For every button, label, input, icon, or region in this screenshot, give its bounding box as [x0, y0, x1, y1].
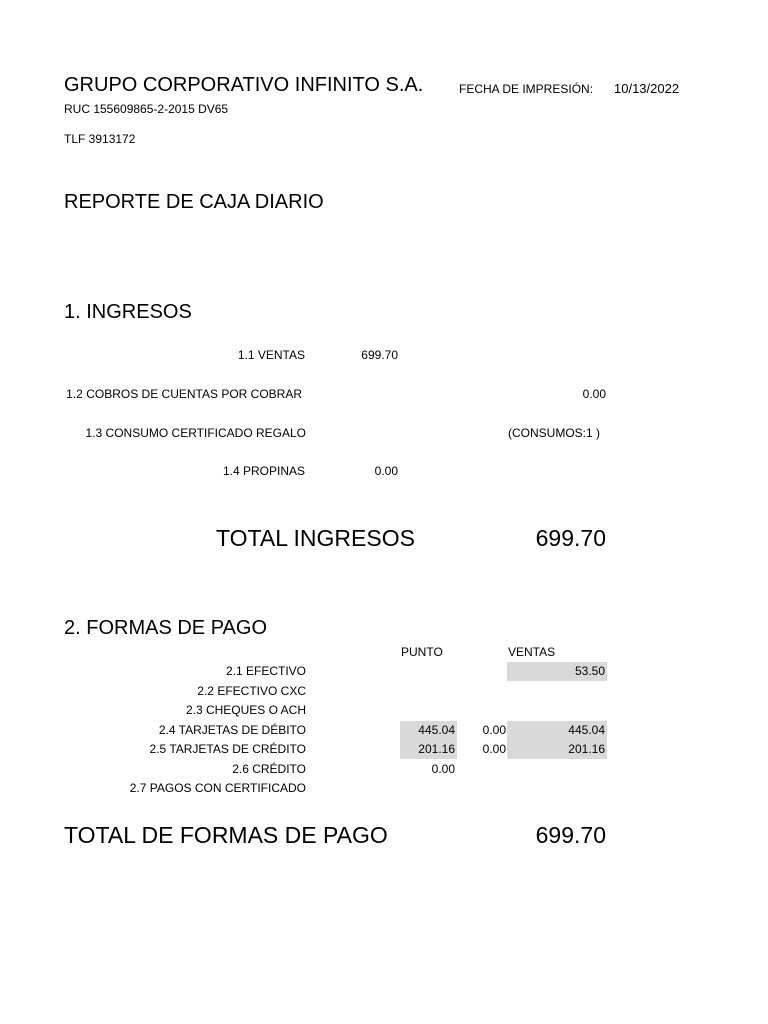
print-date-label: FECHA DE IMPRESIÓN:	[459, 82, 594, 96]
cobros-value: 0.00	[582, 387, 606, 401]
certificado-note: (CONSUMOS:1 )	[508, 426, 601, 440]
print-date: 10/13/2022	[614, 81, 680, 96]
payment-row-mid	[458, 662, 506, 681]
ventas-value: 699.70	[361, 348, 398, 362]
payment-row-mid	[458, 701, 506, 720]
total-formas-pago-value: 699.70	[535, 822, 606, 848]
payment-row-label: 2.3 CHEQUES O ACH	[185, 703, 306, 717]
payment-row-punto	[400, 701, 457, 720]
formas-pago-title: 2. FORMAS DE PAGO	[64, 617, 267, 639]
payment-row-ventas: 201.16	[507, 740, 607, 759]
total-formas-pago-label: TOTAL DE FORMAS DE PAGO	[64, 822, 388, 848]
payment-row-label: 2.5 TARJETAS DE CRÉDITO	[149, 742, 306, 756]
ingresos-title: 1. INGRESOS	[64, 301, 192, 323]
payment-row-punto: 0.00	[431, 762, 455, 776]
payment-row-ventas	[507, 760, 607, 779]
payment-row-label: 2.2 EFECTIVO CXC	[197, 684, 306, 698]
payment-row-ventas	[507, 701, 607, 720]
total-ingresos-label: TOTAL INGRESOS	[216, 525, 415, 551]
certificado-label: 1.3 CONSUMO CERTIFICADO REGALO	[85, 426, 306, 440]
propinas-label: 1.4 PROPINAS	[222, 464, 305, 478]
payment-row-punto	[400, 779, 457, 798]
payment-row-ventas	[507, 682, 607, 701]
payment-row-mid	[458, 779, 506, 798]
propinas-value: 0.00	[374, 464, 398, 478]
payment-row-label: 2.6 CRÉDITO	[232, 762, 306, 776]
payment-row-punto	[400, 662, 457, 681]
col-ventas-header: VENTAS	[508, 645, 556, 659]
payment-row-ventas	[507, 779, 607, 798]
payment-row-label: 2.1 EFECTIVO	[225, 664, 306, 678]
total-ingresos-value: 699.70	[535, 525, 606, 551]
payment-row-mid: 0.00	[482, 742, 506, 756]
payment-row-punto: 201.16	[400, 740, 457, 759]
company-name: GRUPO CORPORATIVO INFINITO S.A.	[64, 74, 424, 96]
ruc-line: RUC 155609865-2-2015 DV65	[64, 102, 229, 116]
payment-row-mid: 0.00	[482, 723, 506, 737]
phone-line: TLF 3913172	[64, 132, 136, 146]
report-title: REPORTE DE CAJA DIARIO	[64, 191, 324, 213]
ventas-label: 1.1 VENTAS	[237, 348, 305, 362]
payment-row-mid	[458, 760, 506, 779]
payment-row-punto: 445.04	[400, 721, 457, 740]
payment-row-mid	[458, 682, 506, 701]
payment-row-label: 2.4 TARJETAS DE DÉBITO	[158, 723, 306, 737]
cobros-label: 1.2 COBROS DE CUENTAS POR COBRAR	[66, 387, 302, 401]
col-punto-header: PUNTO	[401, 645, 443, 659]
payment-row-label: 2.7 PAGOS CON CERTIFICADO	[129, 781, 306, 795]
payment-row-ventas: 53.50	[507, 662, 607, 681]
payment-row-ventas: 445.04	[507, 721, 607, 740]
payment-row-punto	[400, 682, 457, 701]
